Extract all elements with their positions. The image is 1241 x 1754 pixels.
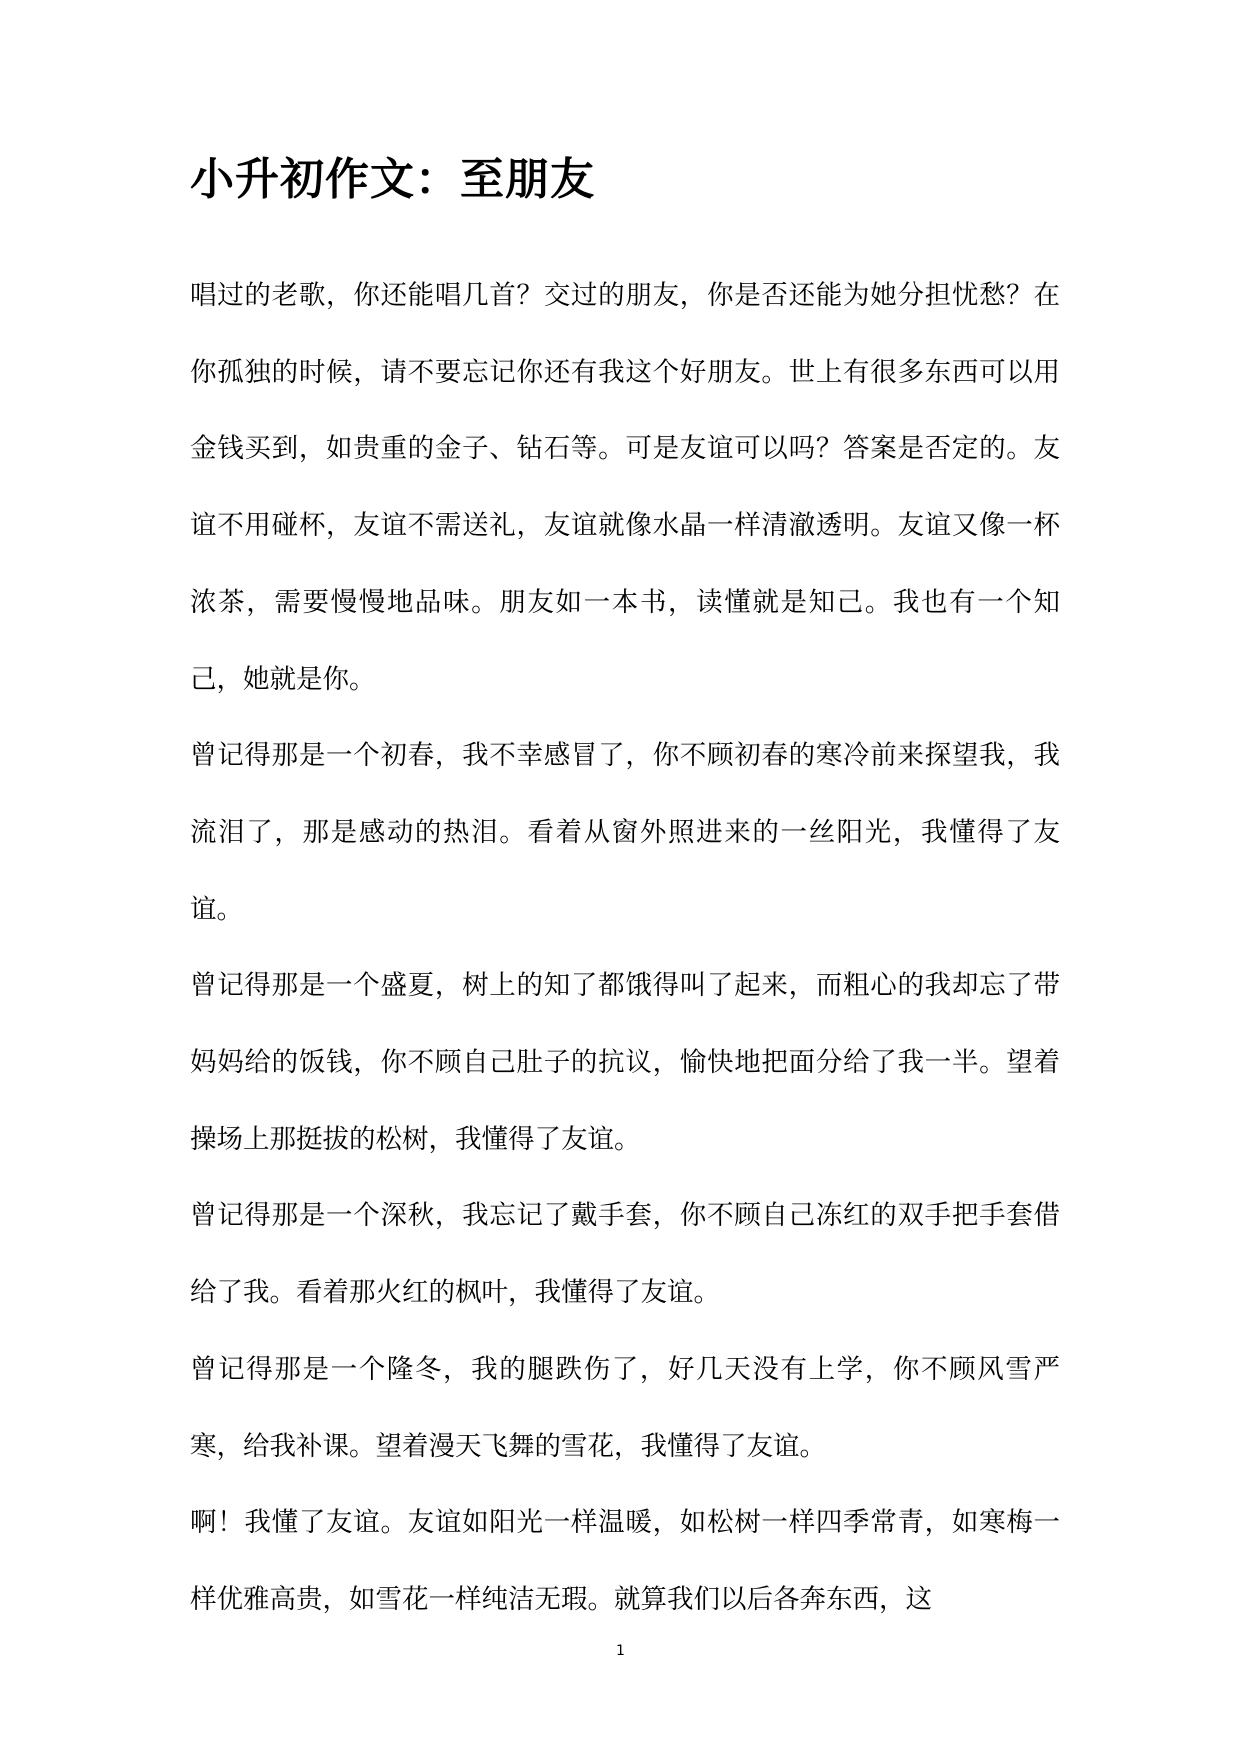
paragraph-4: 曾记得那是一个深秋，我忘记了戴手套，你不顾自己冻红的双手把手套借给了我。看着那火红的枫叶，我懂得了友谊。: [190, 1200, 1060, 1309]
document-body: [190, 258, 1060, 1639]
paragraph-5: 曾记得那是一个隆冬，我的腿跌伤了，好几天没有上学，你不顾风雪严寒，给我补课。望着漫天飞舞的雪花，我懂得了友谊。: [190, 1353, 1060, 1462]
paragraph-6: 啊！我懂了友谊。友谊如阳光一样温暖，如松树一样四季常青，如寒梅一样优雅高贵，如雪花一样纯洁无瑕。就算我们以后各奔东西，这: [190, 1507, 1060, 1615]
document-title: 小升初作文：至朋友: [190, 154, 595, 205]
page-number: 1: [616, 1643, 625, 1659]
paragraph-2: 曾记得那是一个初春，我不幸感冒了，你不顾初春的寒冷前来探望我，我流泪了，那是感动的热泪。看着从窗外照进来的一丝阳光，我懂得了友谊。: [190, 740, 1060, 925]
paragraph-1: 唱过的老歌，你还能唱几首？交过的朋友，你是否还能为她分担忧愁？在你孤独的时候，请不要忘记你还有我这个好朋友。世上有很多东西可以用金钱买到，如贵重的金子、钻石等。可是友谊可以吗？答案是否定的。友谊不用碰杯，友谊不需送礼，友谊就像水晶一样清澈透明。友谊又像一杯浓茶，需要慢慢地品味。朋友如一本书，读懂就是知己。我也有一个知己，她就是你。: [190, 280, 1060, 695]
paragraph-3: 曾记得那是一个盛夏，树上的知了都饿得叫了起来，而粗心的我却忘了带妈妈给的饭钱，你不顾自己肚子的抗议，愉快地把面分给了我一半。望着操场上那挺拔的松树，我懂得了友谊。: [190, 970, 1060, 1155]
